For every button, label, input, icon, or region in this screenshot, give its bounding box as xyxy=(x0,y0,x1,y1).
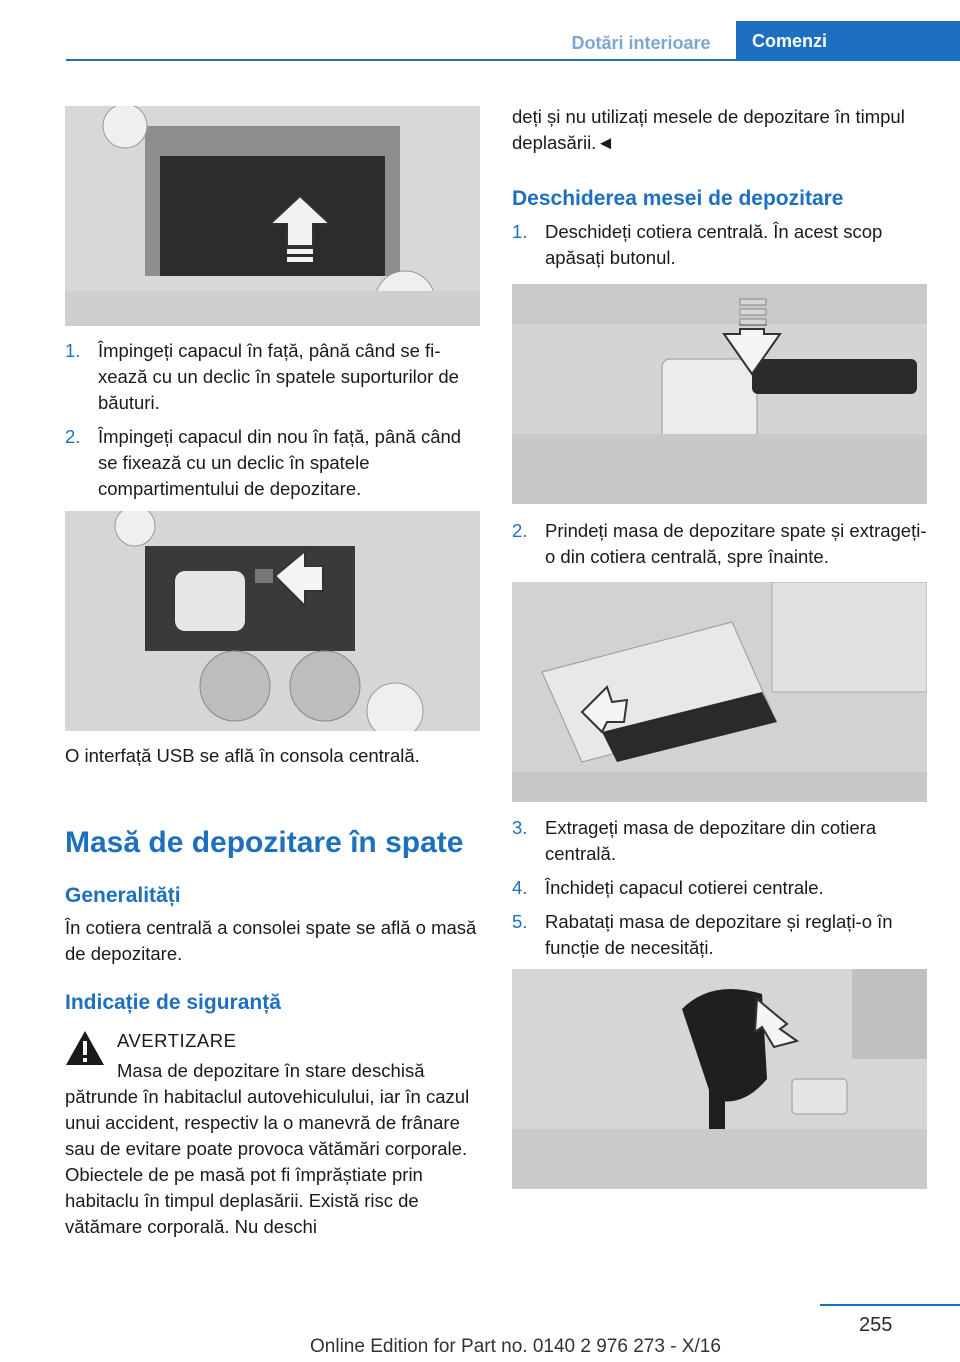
open-heading: Deschiderea mesei de depozitare xyxy=(512,187,844,210)
header-rule xyxy=(66,59,960,61)
step-text: Împingeți capacul în față, până când se fixează cu un declic în spatele suporturilor de băuturi. xyxy=(98,340,459,413)
step-number: 4. xyxy=(512,877,528,898)
step-text: Rabatați masa de depozitare și reglați-o în funcție de necesități. xyxy=(545,911,893,958)
photo-armrest-button xyxy=(512,284,927,504)
photo-table-extract xyxy=(512,582,927,802)
step-number: 3. xyxy=(512,817,528,838)
usb-note: O interfață USB se află în consola centrală. xyxy=(65,745,420,766)
step-number: 1. xyxy=(512,221,528,242)
list-item xyxy=(512,219,927,271)
list-item xyxy=(512,815,927,867)
warning-continued: deți și nu utilizați mesele de depozitare în timpul deplasării.◄ xyxy=(512,106,905,153)
list-item xyxy=(65,338,480,416)
step-number: 2. xyxy=(65,426,81,447)
photo-cover-push xyxy=(65,106,480,326)
photo-usb-console xyxy=(65,511,480,731)
section-title: Masă de depozitare în spate xyxy=(65,826,464,859)
warning-label: AVERTIZARE xyxy=(117,1030,237,1051)
step-text: Deschideți cotiera centrală. În acest scop apăsați butonul. xyxy=(545,221,883,268)
warning-block xyxy=(65,1028,480,1240)
step-text: Extrageți masa de depozitare din cotiera centrală. xyxy=(545,817,877,864)
photo-table-unfold xyxy=(512,969,927,1189)
warning-text: Masa de depozitare în stare deschisă pătrunde în habitaclul autovehiculului, iar în cazul unui accident, respectiv la o manevră de frânare sau de evitare poate provoca vătămări corporale. Obiectele de pe masă pot fi împrăștiate prin habitaclu în timpul deplasării. Există risc de vătămare corporală. Nu deschi xyxy=(65,1060,470,1237)
step-number: 5. xyxy=(512,911,528,932)
right-steps-b xyxy=(512,815,927,969)
general-heading: Generalități xyxy=(65,884,181,907)
step-number: 1. xyxy=(65,340,81,361)
list-item xyxy=(512,518,927,570)
step-text: Împingeți capacul din nou în față, până când se fixează cu un declic în spatele compartimentului de depozitare. xyxy=(98,426,462,499)
page-number: 255 xyxy=(859,1314,893,1336)
step-text: Prindeți masa de depozitare spate și extrageți-o din cotiera centrală, spre înainte. xyxy=(545,520,927,567)
right-step-2 xyxy=(512,518,927,578)
footer-rule xyxy=(820,1304,960,1306)
step-number: 2. xyxy=(512,520,528,541)
right-step-1 xyxy=(512,219,927,279)
safety-heading: Indicație de siguranță xyxy=(65,991,281,1014)
list-item xyxy=(65,424,480,502)
general-text: În cotiera centrală a consolei spate se află o masă de depozitare. xyxy=(65,917,477,964)
list-item xyxy=(512,875,927,901)
left-steps-a xyxy=(65,338,480,510)
step-text: Închideți capacul cotierei centrale. xyxy=(545,877,824,898)
warning-triangle-icon xyxy=(65,1030,105,1066)
section-tab: Dotări interioare xyxy=(571,32,711,53)
edition-footer: Online Edition for Part no. 0140 2 976 273 - X/16 xyxy=(310,1336,721,1357)
list-item xyxy=(512,909,927,961)
chapter-tab: Comenzi xyxy=(736,21,960,61)
